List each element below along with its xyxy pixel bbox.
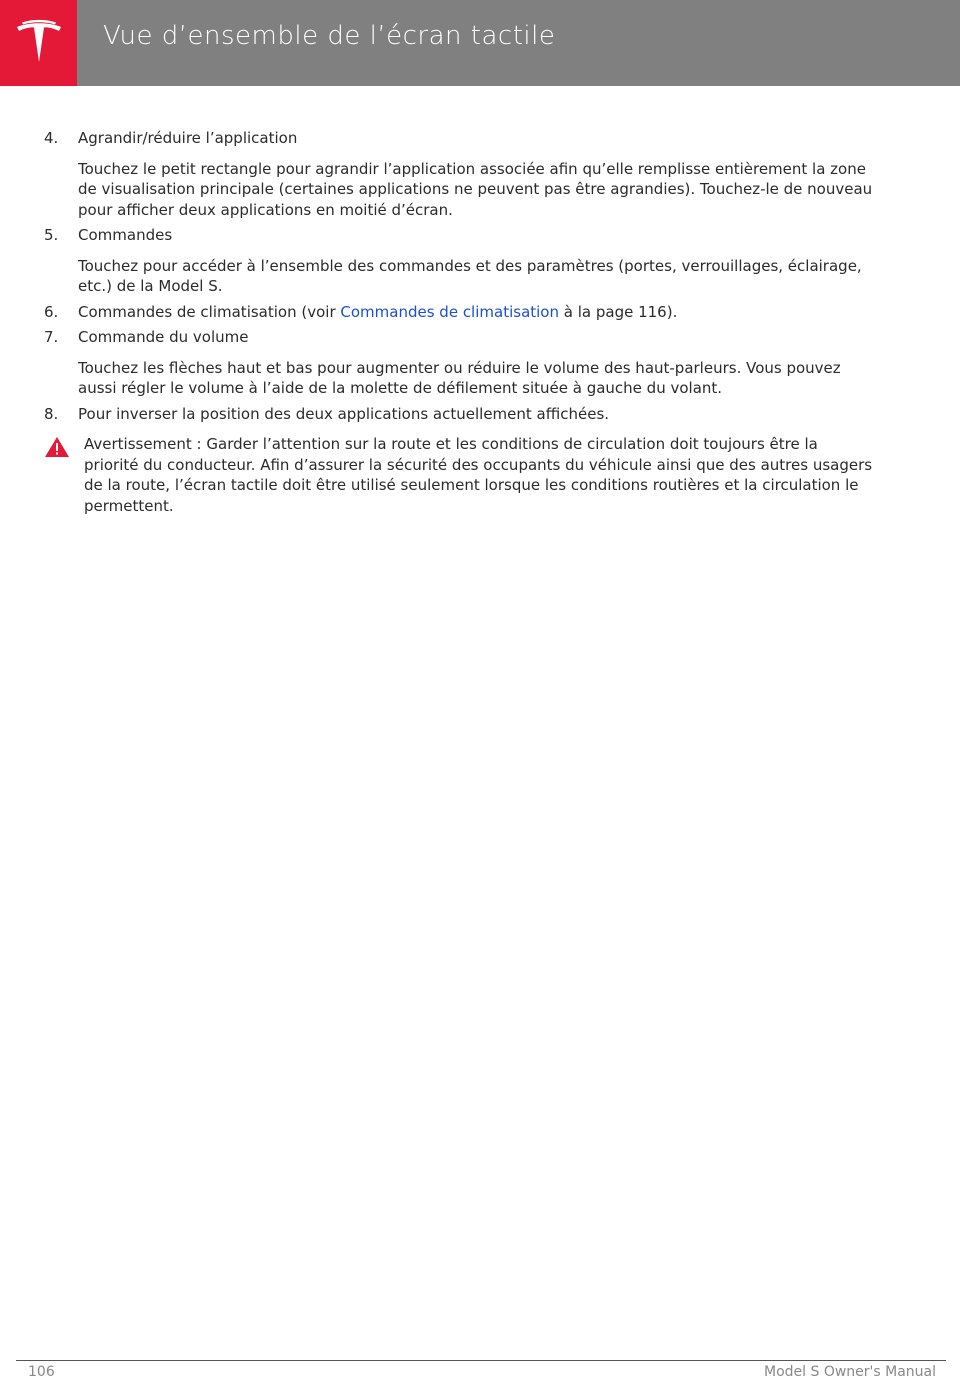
tesla-logo-icon [14, 18, 64, 68]
item-body [78, 302, 874, 323]
warning-text: Avertissement : Garder l’attention sur la route et les conditions de circulation doit toujours être la priorité du conducteur. Afin d’assurer la sécurité des occupants du véhicule ainsi que des autres usagers de la route, l’écran tactile doit être utilisé seulement lorsque les conditions routières et la circulation le permettent. [84, 435, 873, 515]
list-item [44, 302, 874, 323]
warning-icon-wrap [44, 434, 84, 516]
page-title: Vue d’ensemble de l’écran tactile [103, 21, 556, 51]
item-title: Commandes [78, 226, 173, 244]
list-item [44, 225, 874, 297]
item-title [78, 302, 874, 323]
item-title: Pour inverser la position des deux applications actuellement affichées. [78, 404, 610, 423]
footer-divider [16, 1360, 946, 1361]
item-number: 4. [44, 129, 59, 147]
item-title-before: Commandes de climatisation (voir [78, 302, 341, 321]
manual-name: Model S Owner's Manual [764, 1364, 936, 1380]
item-description: Touchez pour accéder à l’ensemble des commandes et des paramètres (portes, verrouillages, éclairage, etc.) de la Model S. [78, 256, 862, 295]
item-title: Commande du volume [78, 328, 249, 346]
item-number: 7. [44, 328, 59, 346]
page-header [0, 0, 960, 86]
climate-controls-link[interactable]: Commandes de climatisation [340, 302, 559, 321]
item-description: Touchez les flèches haut et bas pour augmenter ou réduire le volume des haut-parleurs. Vous pouvez aussi régler le volume à l’aide de la molette de défilement située à gauche du volant. [78, 358, 841, 397]
item-body [78, 128, 874, 220]
item-number: 8. [44, 404, 59, 423]
warning-triangle-icon [44, 436, 70, 458]
warning-block [44, 434, 874, 516]
item-description: Touchez le petit rectangle pour agrandir l’application associée afin qu’elle remplisse entièrement la zone de visualisation principale (certaines applications ne peuvent pas être agrandies). Touchez-le de nouveau pour afficher deux applications en moitié d’écran. [78, 159, 873, 219]
item-body [78, 225, 874, 297]
item-number: 6. [44, 302, 59, 321]
item-body [78, 404, 874, 425]
content [44, 128, 874, 516]
item-number: 5. [44, 226, 59, 244]
list-item [44, 327, 874, 399]
item-body [78, 327, 874, 399]
item-title-after: à la page 116). [559, 302, 678, 321]
logo-box [0, 0, 77, 86]
item-title: Agrandir/réduire l’application [78, 129, 298, 147]
list-item [44, 128, 874, 220]
page-number: 106 [28, 1364, 55, 1380]
list-item [44, 404, 874, 425]
